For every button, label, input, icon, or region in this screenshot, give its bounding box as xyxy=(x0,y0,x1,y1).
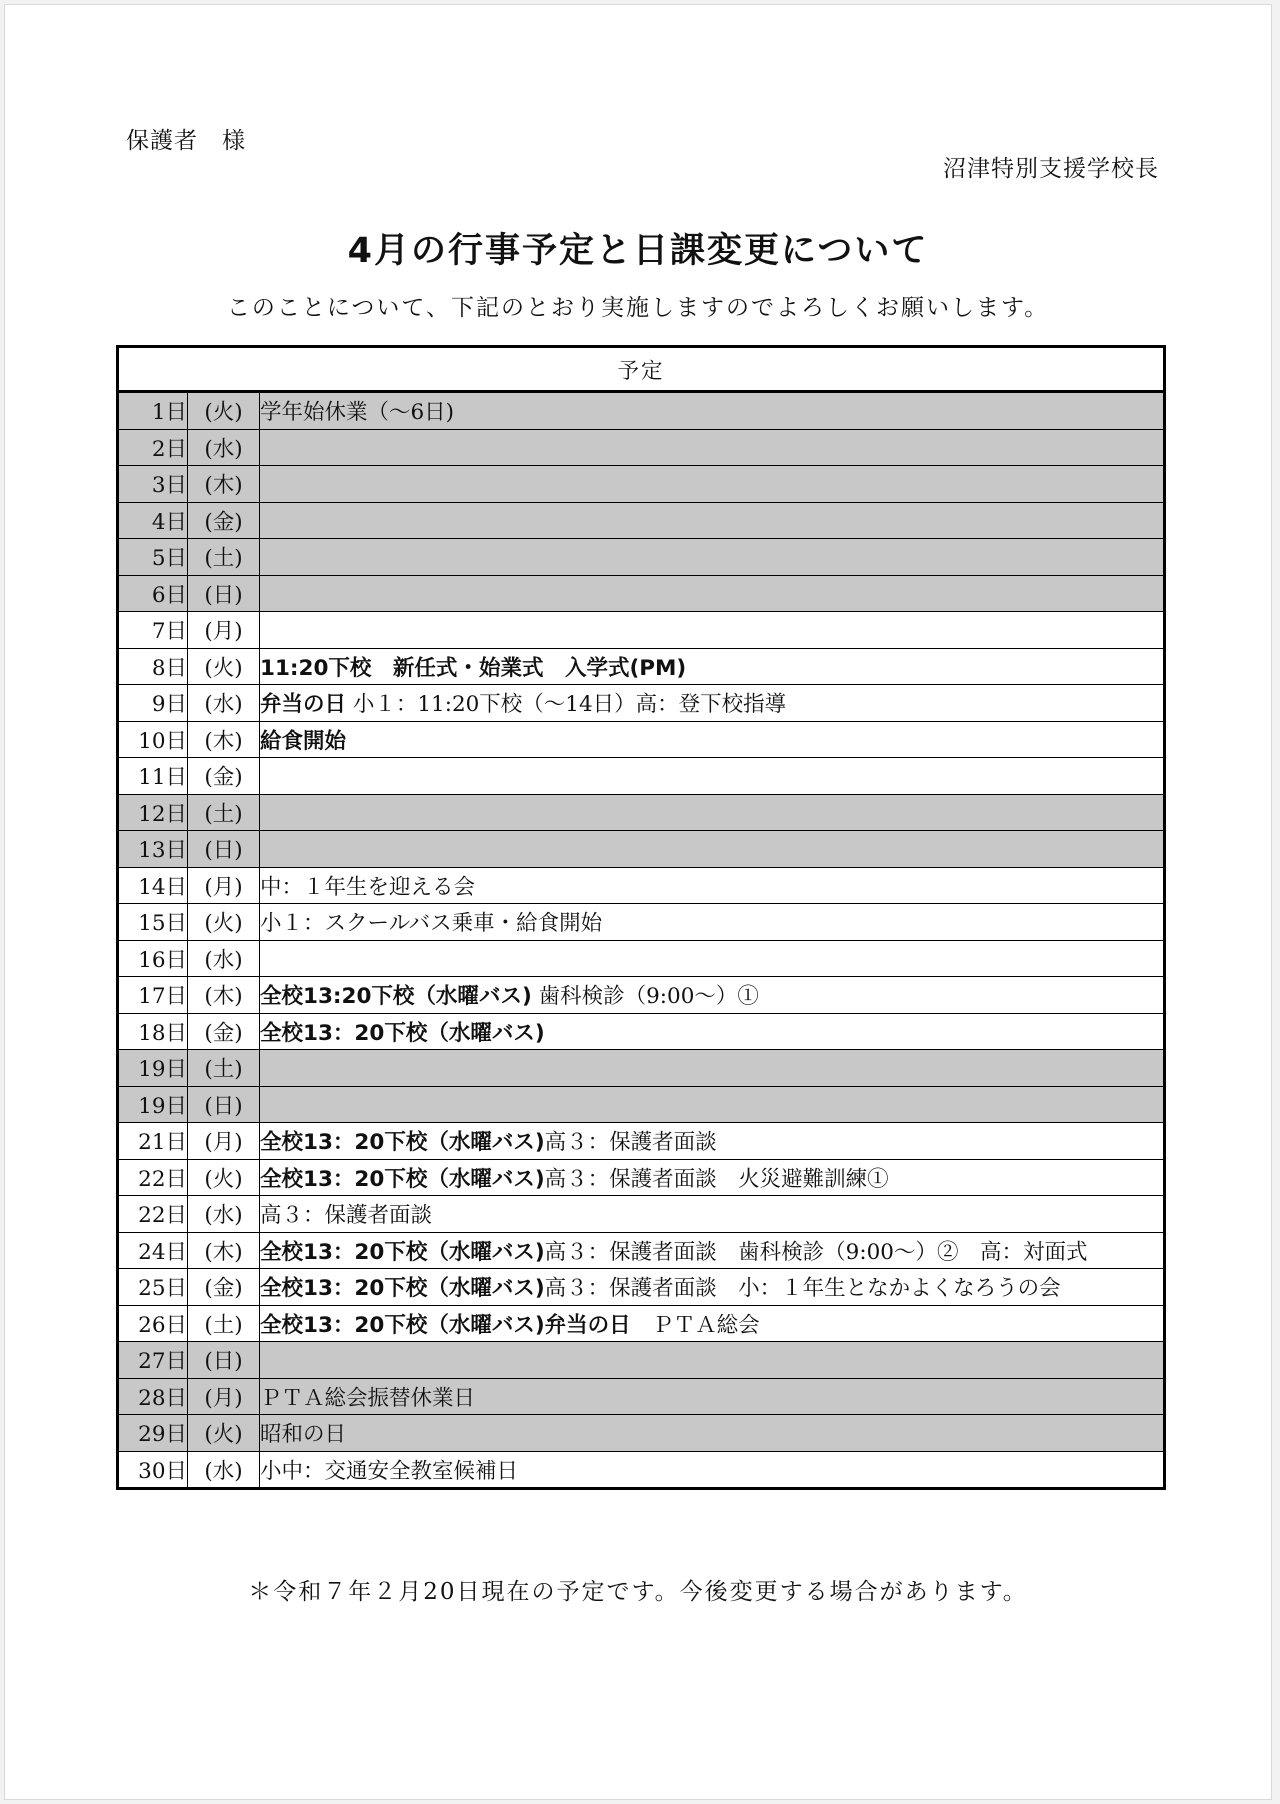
day-cell: 4日 xyxy=(118,502,188,539)
weekday-cell: (火) xyxy=(188,1159,260,1196)
weekday-cell: (金) xyxy=(188,758,260,795)
event-text: 高３：保護者面談 小：１年生となかよくなろうの会 xyxy=(544,1276,1061,1302)
day-cell: 18日 xyxy=(118,1013,188,1050)
weekday-cell: (日) xyxy=(188,575,260,612)
day-cell: 2日 xyxy=(118,429,188,466)
table-row xyxy=(118,721,1165,758)
event-cell xyxy=(260,794,1165,831)
table-row xyxy=(118,1050,1165,1087)
day-cell: 26日 xyxy=(118,1305,188,1342)
weekday-cell: (土) xyxy=(188,1050,260,1087)
event-text-bold: 弁当の日 xyxy=(260,692,347,718)
event-cell xyxy=(260,1159,1165,1196)
event-text: 小１：11:20下校（～14日）高：登下校指導 xyxy=(346,692,787,718)
schedule-table xyxy=(116,345,1166,1490)
event-text: ＰＴＡ総会 xyxy=(630,1312,760,1338)
weekday-cell: (水) xyxy=(188,940,260,977)
table-row xyxy=(118,1196,1165,1233)
table-row xyxy=(118,794,1165,831)
day-cell: 28日 xyxy=(118,1378,188,1415)
day-cell: 21日 xyxy=(118,1123,188,1160)
day-cell: 27日 xyxy=(118,1342,188,1379)
event-cell xyxy=(260,502,1165,539)
schedule-body xyxy=(118,392,1165,1489)
weekday-cell: (日) xyxy=(188,1086,260,1123)
intro-text: このことについて、下記のとおり実施しますのでよろしくお願いします。 xyxy=(226,295,1050,321)
table-row xyxy=(118,867,1165,904)
table-row xyxy=(118,1123,1165,1160)
event-cell xyxy=(260,1123,1165,1160)
event-text: 高３：保護者面談 xyxy=(260,1203,433,1229)
event-cell xyxy=(260,1086,1165,1123)
event-cell xyxy=(260,685,1165,722)
day-cell: 19日 xyxy=(118,1086,188,1123)
event-text: 高３：保護者面談 xyxy=(544,1130,717,1156)
table-row xyxy=(118,685,1165,722)
table-row xyxy=(118,392,1165,430)
weekday-cell: (火) xyxy=(188,1415,260,1452)
table-row xyxy=(118,977,1165,1014)
sender: 沼津特別支援学校長 xyxy=(943,156,1159,182)
table-header-row xyxy=(118,347,1165,392)
day-cell: 30日 xyxy=(118,1451,188,1489)
weekday-cell: (月) xyxy=(188,612,260,649)
weekday-cell: (月) xyxy=(188,1378,260,1415)
day-cell: 11日 xyxy=(118,758,188,795)
table-row xyxy=(118,1086,1165,1123)
weekday-cell: (火) xyxy=(188,648,260,685)
weekday-cell: (木) xyxy=(188,721,260,758)
weekday-cell: (火) xyxy=(188,904,260,941)
weekday-cell: (火) xyxy=(188,392,260,430)
table-row xyxy=(118,1451,1165,1489)
weekday-cell: (月) xyxy=(188,867,260,904)
event-cell xyxy=(260,904,1165,941)
day-cell: 15日 xyxy=(118,904,188,941)
event-cell xyxy=(260,575,1165,612)
event-text: 昭和の日 xyxy=(260,1422,347,1448)
event-cell xyxy=(260,867,1165,904)
footnote: ＊令和７年２月20日現在の予定です。今後変更する場合があります。 xyxy=(248,1579,1028,1605)
weekday-cell: (木) xyxy=(188,1232,260,1269)
table-row xyxy=(118,612,1165,649)
event-text: 歯科検診（9:00～）① xyxy=(531,984,759,1010)
day-cell: 16日 xyxy=(118,940,188,977)
event-text-bold: 全校13：20下校（水曜バス) xyxy=(260,1276,545,1302)
table-row xyxy=(118,1013,1165,1050)
event-cell xyxy=(260,940,1165,977)
event-cell xyxy=(260,1378,1165,1415)
event-cell xyxy=(260,1342,1165,1379)
event-text-bold: 全校13：20下校（水曜バス) xyxy=(260,1130,545,1156)
event-cell xyxy=(260,1232,1165,1269)
event-cell xyxy=(260,392,1165,430)
day-cell: 14日 xyxy=(118,867,188,904)
weekday-cell: (日) xyxy=(188,831,260,868)
weekday-cell: (土) xyxy=(188,794,260,831)
event-cell xyxy=(260,1415,1165,1452)
weekday-cell: (水) xyxy=(188,685,260,722)
table-row xyxy=(118,758,1165,795)
event-text: 高３：保護者面談 火災避難訓練① xyxy=(544,1166,889,1192)
event-text: 小中：交通安全教室候補日 xyxy=(260,1458,519,1484)
weekday-cell: (土) xyxy=(188,1305,260,1342)
day-cell: 1日 xyxy=(118,392,188,430)
weekday-cell: (日) xyxy=(188,1342,260,1379)
event-text-bold: 11:20下校 新任式・始業式 入学式(PM) xyxy=(260,655,687,681)
event-text: 高３：保護者面談 歯科検診（9:00～）② 高：対面式 xyxy=(544,1239,1088,1265)
event-text-bold: 全校13：20下校（水曜バス) xyxy=(260,1020,545,1046)
table-row xyxy=(118,502,1165,539)
table-header: 予定 xyxy=(118,347,1165,392)
event-text: 中：１年生を迎える会 xyxy=(260,874,476,900)
addressee: 保護者 様 xyxy=(126,128,246,154)
table-row xyxy=(118,1159,1165,1196)
event-cell xyxy=(260,1305,1165,1342)
day-cell: 5日 xyxy=(118,539,188,576)
day-cell: 13日 xyxy=(118,831,188,868)
table-row xyxy=(118,940,1165,977)
table-row xyxy=(118,648,1165,685)
document-page xyxy=(4,4,1272,1800)
weekday-cell: (月) xyxy=(188,1123,260,1160)
table-row xyxy=(118,831,1165,868)
day-cell: 24日 xyxy=(118,1232,188,1269)
event-cell xyxy=(260,648,1165,685)
event-cell xyxy=(260,612,1165,649)
weekday-cell: (水) xyxy=(188,1196,260,1233)
event-cell xyxy=(260,1196,1165,1233)
event-text-bold: 給食開始 xyxy=(260,728,347,754)
table-row xyxy=(118,1378,1165,1415)
table-row xyxy=(118,466,1165,503)
event-text: 学年始休業（～6日) xyxy=(260,400,455,426)
day-cell: 6日 xyxy=(118,575,188,612)
table-row xyxy=(118,904,1165,941)
day-cell: 12日 xyxy=(118,794,188,831)
weekday-cell: (土) xyxy=(188,539,260,576)
event-text: 小１：スクールバス乗車・給食開始 xyxy=(260,911,603,937)
day-cell: 8日 xyxy=(118,648,188,685)
day-cell: 22日 xyxy=(118,1196,188,1233)
event-cell xyxy=(260,831,1165,868)
table-row xyxy=(118,575,1165,612)
event-cell xyxy=(260,429,1165,466)
weekday-cell: (木) xyxy=(188,466,260,503)
event-cell xyxy=(260,758,1165,795)
day-cell: 17日 xyxy=(118,977,188,1014)
day-cell: 10日 xyxy=(118,721,188,758)
table-row xyxy=(118,1269,1165,1306)
table-row xyxy=(118,429,1165,466)
day-cell: 7日 xyxy=(118,612,188,649)
event-cell xyxy=(260,977,1165,1014)
day-cell: 22日 xyxy=(118,1159,188,1196)
event-cell xyxy=(260,1013,1165,1050)
weekday-cell: (金) xyxy=(188,502,260,539)
weekday-cell: (金) xyxy=(188,1269,260,1306)
event-text-bold: 全校13：20下校（水曜バス) xyxy=(260,1166,545,1192)
table-row xyxy=(118,1305,1165,1342)
table-row xyxy=(118,539,1165,576)
event-text-bold: 全校13：20下校（水曜バス)弁当の日 xyxy=(260,1312,631,1338)
day-cell: 29日 xyxy=(118,1415,188,1452)
day-cell: 25日 xyxy=(118,1269,188,1306)
weekday-cell: (金) xyxy=(188,1013,260,1050)
day-cell: 3日 xyxy=(118,466,188,503)
page-title: 4月の行事予定と日課変更について xyxy=(347,231,929,271)
weekday-cell: (水) xyxy=(188,429,260,466)
event-text-bold: 全校13：20下校（水曜バス) xyxy=(260,1239,545,1265)
table-row xyxy=(118,1415,1165,1452)
event-cell xyxy=(260,721,1165,758)
weekday-cell: (水) xyxy=(188,1451,260,1489)
event-cell xyxy=(260,1451,1165,1489)
event-text-bold: 全校13:20下校（水曜バス) xyxy=(260,984,532,1010)
event-cell xyxy=(260,466,1165,503)
event-text: ＰＴＡ総会振替休業日 xyxy=(260,1385,476,1411)
day-cell: 19日 xyxy=(118,1050,188,1087)
event-cell xyxy=(260,1269,1165,1306)
event-cell xyxy=(260,539,1165,576)
table-row xyxy=(118,1342,1165,1379)
day-cell: 9日 xyxy=(118,685,188,722)
weekday-cell: (木) xyxy=(188,977,260,1014)
event-cell xyxy=(260,1050,1165,1087)
table-row xyxy=(118,1232,1165,1269)
